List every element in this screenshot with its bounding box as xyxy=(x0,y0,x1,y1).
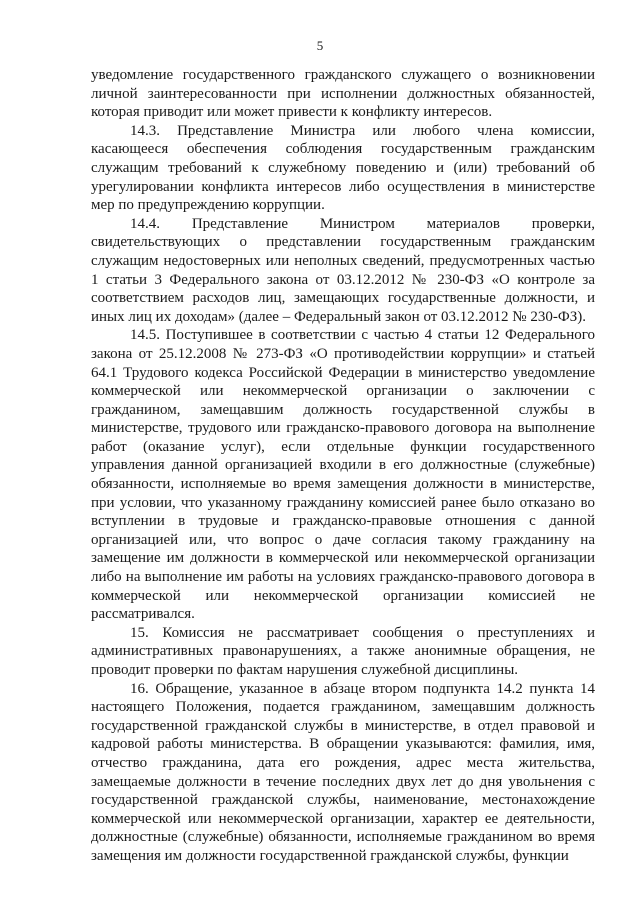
paragraph-15: 15. Комиссия не рассматривает сообщения о преступлениях и административных правонарушениях, а также анонимные обращения, не проводит проверки по фактам нарушения служебной дисциплины. xyxy=(91,624,595,678)
paragraph-16: 16. Обращение, указанное в абзаце втором подпункта 14.2 пункта 14 настоящего Положения, подается гражданином, замещавшим должность государственной гражданской службы в министерстве, в отдел правовой и кадровой работы министерства. В обращении указываются: фамилия, имя, отчество гражданина, дата его рождения, адрес места жительства, замещаемые должности в течение последних двух лет до дня увольнения с государственной гражданской службы, наименование, местонахождение коммерческой или некоммерческой организации, характер ее деятельности, должностные (служебные) обязанности, исполняемые гражданином во время замещения им должности государственной гражданской службы, функции xyxy=(91,680,595,864)
document-body xyxy=(91,66,595,866)
paragraph-14-5: 14.5. Поступившее в соответствии с частью 4 статьи 12 Федерального закона от 25.12.2008 № 273-ФЗ «О противодействии коррупции» и статьей 64.1 Трудового кодекса Российской Федерации в министерство уведомление коммерческой или некоммерческой организации о заключении с гражданином, замещавшим должность государственной службы в министерстве, трудового или гражданско-правового договора на выполнение работ (оказание услуг), если отдельные функции государственного управления данной организацией входили в его должностные (служебные) обязанности, исполняемые во время замещения должности в министерстве, при условии, что указанному гражданину комиссией ранее было отказано во вступлении в трудовые и гражданско-правовые отношения с данной организацией или, что вопрос о даче согласия такому гражданину на замещение им должности в коммерческой или некоммерческой организации либо на выполнение им работы на условиях гражданско-правового договора в коммерческой или некоммерческой организации комиссией не рассматривался. xyxy=(91,327,595,623)
paragraph-14-4: 14.4. Представление Министром материалов проверки, свидетельствующих о представлении государственным гражданским служащим недостоверных или неполных сведений, предусмотренных частью 1 статьи 3 Федерального закона от 03.12.2012 № 230-ФЗ «О контроле за соответствием расходов лиц, замещающих государственные должности, и иных лиц их доходам» (далее – Федеральный закон от 03.12.2012 № 230-ФЗ). xyxy=(91,215,595,325)
paragraph-continuation: уведомление государственного гражданского служащего о возникновении личной заинтересованности при исполнении должностных обязанностей, которая приводит или может привести к конфликту интересов. xyxy=(91,67,595,121)
paragraph-14-3: 14.3. Представление Министра или любого члена комиссии, касающееся обеспечения соблюдения государственным гражданским служащим требований к служебному поведению и (или) требований об урегулировании конфликта интересов либо осуществления в министерстве мер по предупреждению коррупции. xyxy=(91,122,595,214)
page-number: 5 xyxy=(316,38,324,53)
